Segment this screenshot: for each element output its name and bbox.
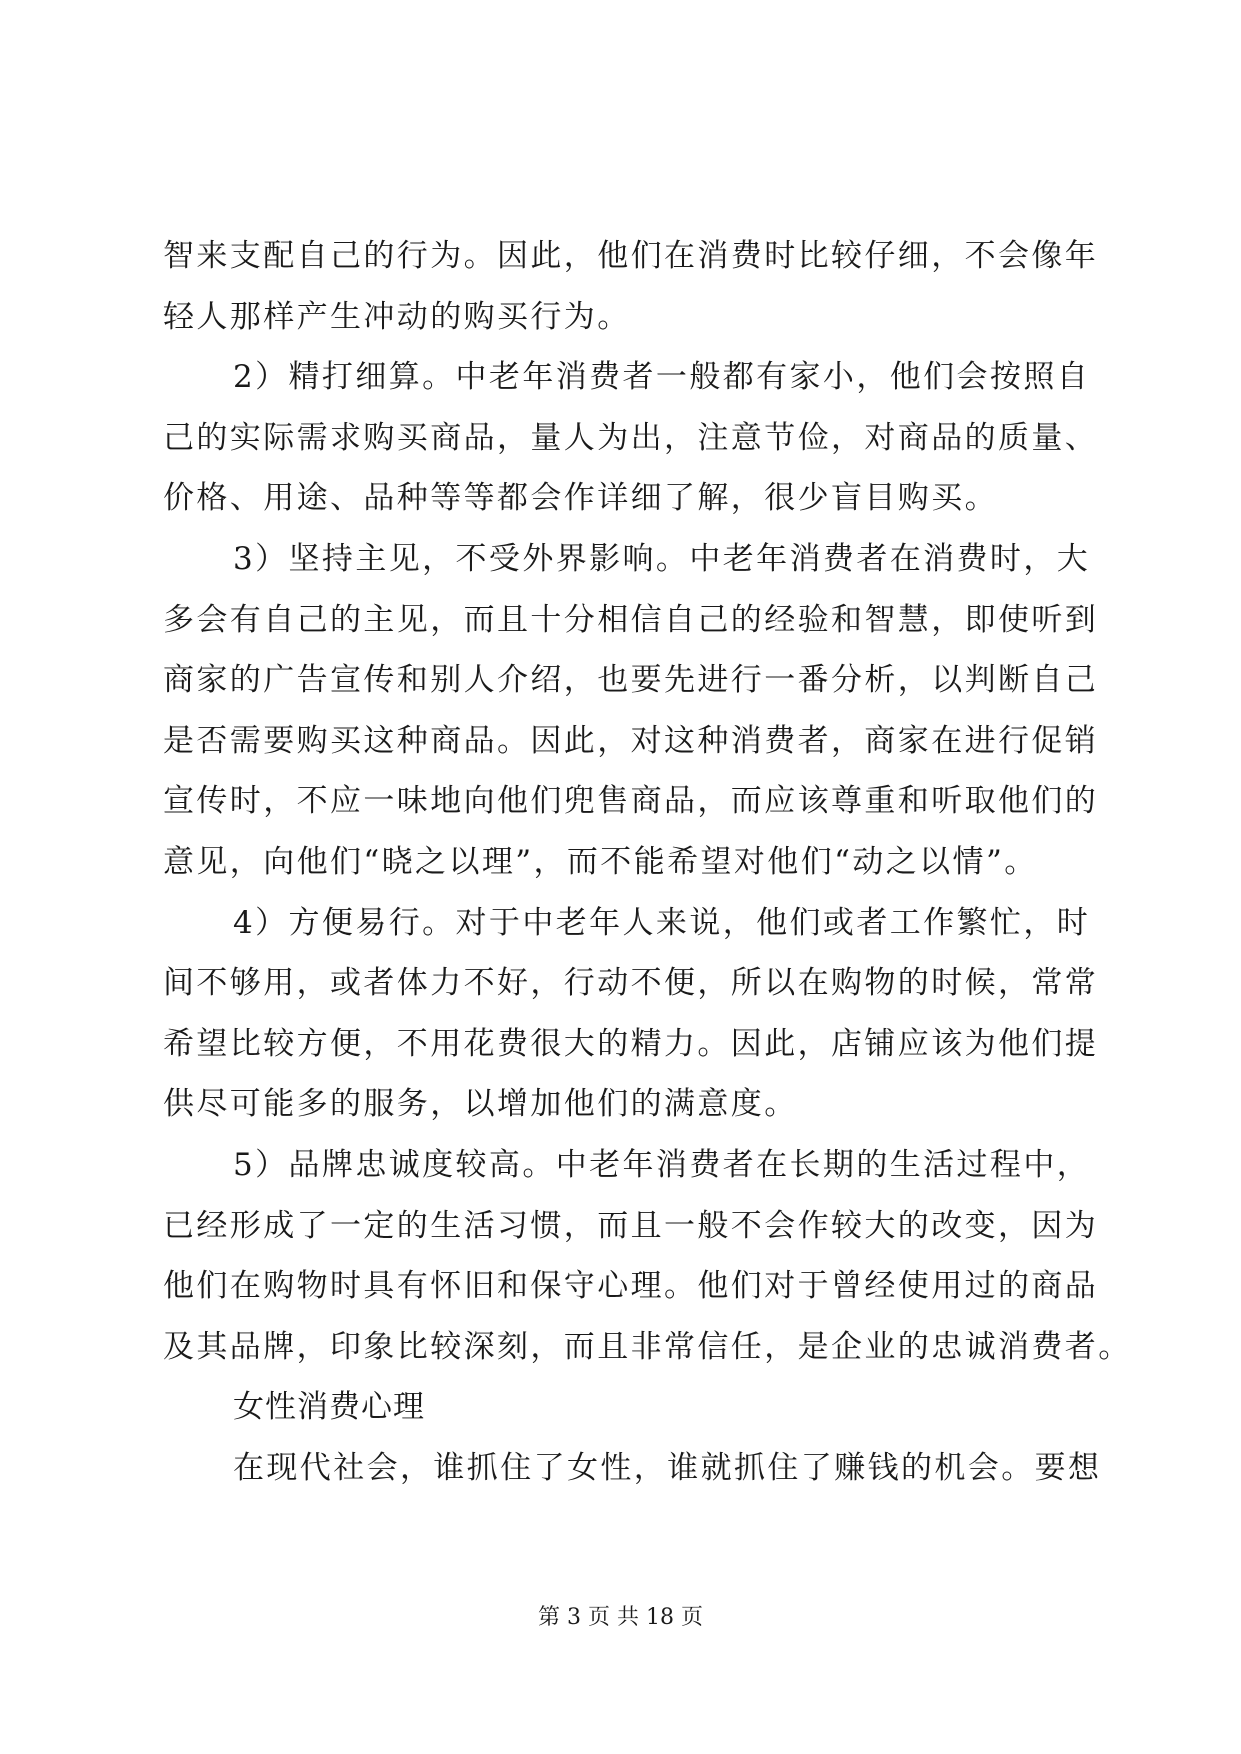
text-line: 希望比较方便，不用花费很大的精力。因此，店铺应该为他们提 xyxy=(163,1025,1099,1062)
page-footer: 第 3 页 共 18 页 xyxy=(538,1605,703,1630)
paragraph-start-line: 4）方便易行。对于中老年人来说，他们或者工作繁忙，时 xyxy=(233,904,1091,941)
text-line: 他们在购物时具有怀旧和保守心理。他们对于曾经使用过的商品 xyxy=(163,1268,1099,1305)
text-line: 宣传时，不应一味地向他们兜售商品，而应该尊重和听取他们的 xyxy=(163,783,1099,820)
body-text xyxy=(163,226,1132,1498)
paragraph-start-line: 在现代社会，谁抓住了女性，谁就抓住了赚钱的机会。要想 xyxy=(233,1449,1102,1486)
paragraph-start-line: 2）精打细算。中老年消费者一般都有家小，他们会按照自 xyxy=(233,359,1091,396)
paragraph-start-line: 3）坚持主见，不受外界影响。中老年消费者在消费时，大 xyxy=(233,540,1091,577)
text-line: 己的实际需求购买商品，量人为出，注意节俭，对商品的质量、 xyxy=(163,419,1099,456)
text-line: 供尽可能多的服务，以增加他们的满意度。 xyxy=(163,1086,798,1123)
text-line: 商家的广告宣传和别人介绍，也要先进行一番分析，以判断自己 xyxy=(163,662,1099,699)
text-line: 是否需要购买这种商品。因此，对这种消费者，商家在进行促销 xyxy=(163,722,1099,759)
text-line: 及其品牌，印象比较深刻，而且非常信任，是企业的忠诚消费者。 xyxy=(163,1328,1132,1365)
text-line: 价格、用途、品种等等都会作详细了解，很少盲目购买。 xyxy=(163,480,998,517)
paragraph-start-line: 5）品牌忠诚度较高。中老年消费者在长期的生活过程中， xyxy=(233,1146,1091,1183)
text-line: 轻人那样产生冲动的购买行为。 xyxy=(163,298,631,335)
text-line: 间不够用，或者体力不好，行动不便，所以在购物的时候，常常 xyxy=(163,965,1099,1002)
text-line: 智来支配自己的行为。因此，他们在消费时比较仔细，不会像年 xyxy=(163,238,1099,274)
section-heading: 女性消费心理 xyxy=(233,1389,425,1426)
text-line: 意见，向他们“晓之以理”，而不能希望对他们“动之以情”。 xyxy=(163,843,1038,880)
text-line: 已经形成了一定的生活习惯，而且一般不会作较大的改变，因为 xyxy=(163,1207,1099,1244)
text-line: 多会有自己的主见，而且十分相信自己的经验和智慧，即使听到 xyxy=(163,601,1099,638)
